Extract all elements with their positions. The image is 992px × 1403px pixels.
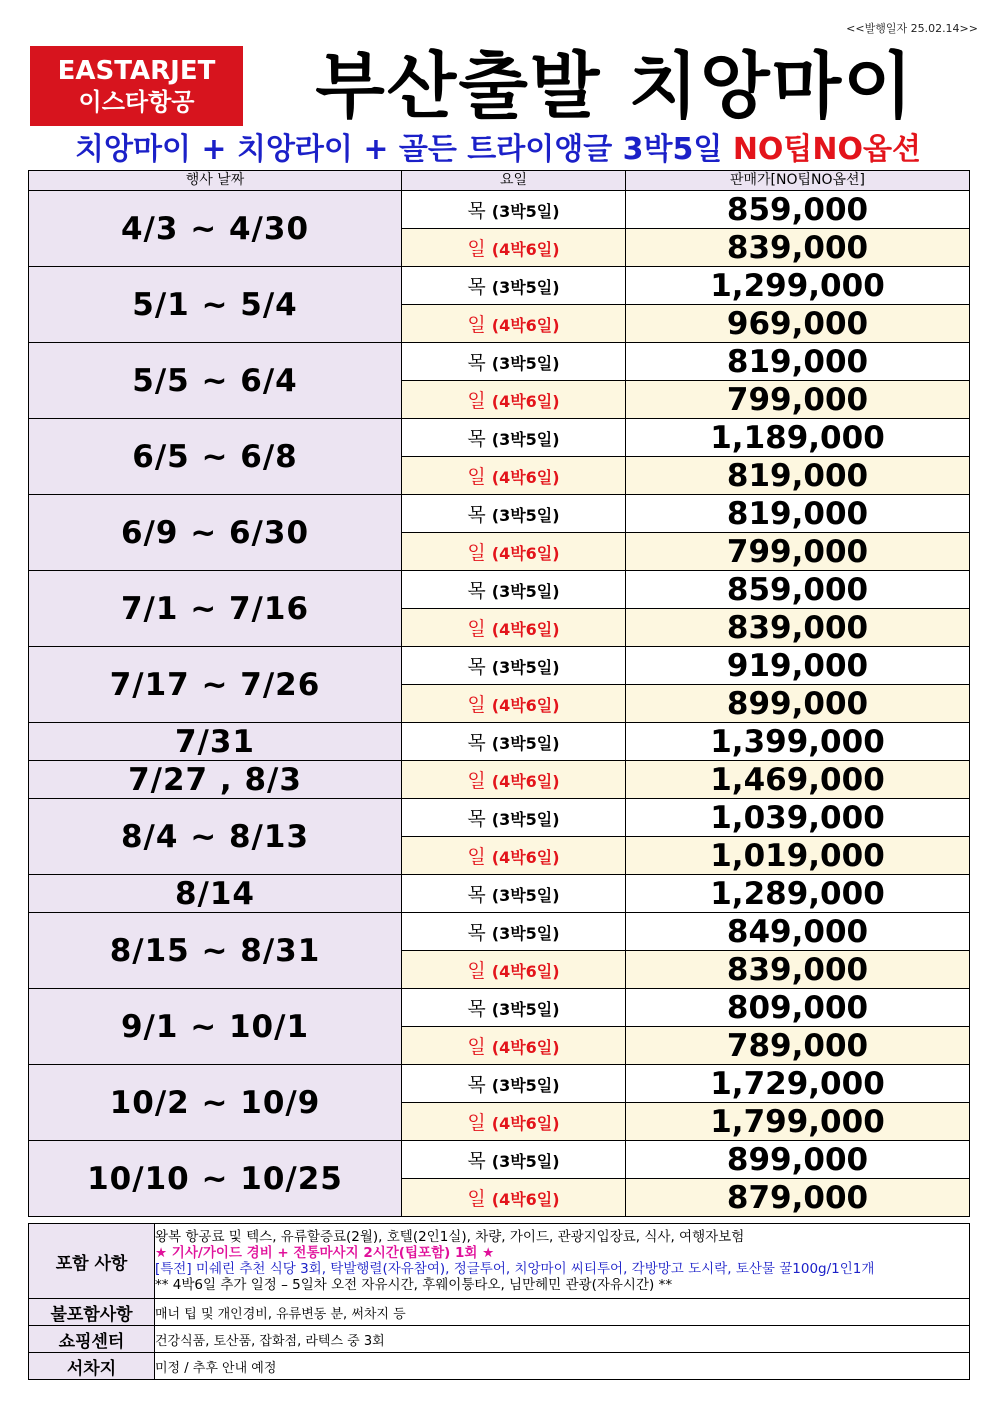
schedule-row xyxy=(29,723,970,761)
trip-duration: (3박5일) xyxy=(491,924,560,943)
trip-duration: (3박5일) xyxy=(491,506,560,525)
weekday-cell xyxy=(402,647,626,685)
included-line-4: ** 4박6일 추가 일정 – 5일차 오전 자유시간, 후웨이퉁타오, 님만헤민 관광(자유시간) ** xyxy=(155,1277,673,1293)
included-value xyxy=(155,1224,970,1299)
price-value: 1,189,000 xyxy=(626,419,970,457)
trip-duration: (4박6일) xyxy=(491,1038,560,1057)
price-value: 1,289,000 xyxy=(626,875,970,913)
included-row xyxy=(29,1224,970,1299)
weekday-label: 일 xyxy=(467,390,486,412)
header-price: 판매가[NO팁NO옵션] xyxy=(626,171,970,191)
info-table xyxy=(28,1223,970,1380)
price-value: 819,000 xyxy=(626,495,970,533)
eastarjet-logo xyxy=(30,46,243,126)
subtitle-main: 치앙마이 + 치앙라이 + 골든 트라이앵글 3박5일 xyxy=(75,132,733,167)
schedule-row xyxy=(29,647,970,685)
weekday-label: 일 xyxy=(467,1112,486,1134)
schedule-row xyxy=(29,1141,970,1179)
header-date: 행사 날짜 xyxy=(29,171,402,191)
price-value: 1,799,000 xyxy=(626,1103,970,1141)
weekday-label: 일 xyxy=(467,314,486,336)
price-value: 1,469,000 xyxy=(626,761,970,799)
weekday-cell xyxy=(402,951,626,989)
trip-duration: (3박5일) xyxy=(491,886,560,905)
surcharge-label: 서차지 xyxy=(29,1353,155,1380)
price-value: 799,000 xyxy=(626,533,970,571)
weekday-cell xyxy=(402,571,626,609)
weekday-cell xyxy=(402,1103,626,1141)
weekday-cell xyxy=(402,267,626,305)
trip-duration: (4박6일) xyxy=(491,544,560,563)
period-date: 8/4 ~ 8/13 xyxy=(29,799,402,875)
weekday-cell xyxy=(402,533,626,571)
schedule-row xyxy=(29,191,970,229)
trip-duration: (3박5일) xyxy=(491,354,560,373)
weekday-cell xyxy=(402,191,626,229)
included-line-2: ★ 기사/가이드 경비 + 전통마사지 2시간(팁포함) 1회 ★ xyxy=(155,1245,495,1261)
period-date: 9/1 ~ 10/1 xyxy=(29,989,402,1065)
shopping-value: 건강식품, 토산품, 잡화점, 라텍스 중 3회 xyxy=(155,1326,970,1353)
weekday-cell xyxy=(402,1065,626,1103)
weekday-label: 일 xyxy=(467,770,486,792)
period-date: 10/2 ~ 10/9 xyxy=(29,1065,402,1141)
weekday-label: 일 xyxy=(467,238,486,260)
weekday-cell xyxy=(402,913,626,951)
excluded-value: 매너 팁 및 개인경비, 유류변동 분, 써차지 등 xyxy=(155,1299,970,1326)
schedule-row xyxy=(29,571,970,609)
schedule-body xyxy=(29,191,970,1217)
schedule-row xyxy=(29,495,970,533)
price-value: 879,000 xyxy=(626,1179,970,1217)
price-value: 789,000 xyxy=(626,1027,970,1065)
weekday-label: 목 xyxy=(467,732,486,754)
weekday-cell xyxy=(402,685,626,723)
weekday-cell xyxy=(402,837,626,875)
price-value: 1,729,000 xyxy=(626,1065,970,1103)
schedule-row xyxy=(29,875,970,913)
period-date: 6/5 ~ 6/8 xyxy=(29,419,402,495)
price-value: 899,000 xyxy=(626,685,970,723)
weekday-label: 목 xyxy=(467,884,486,906)
schedule-row xyxy=(29,989,970,1027)
weekday-cell xyxy=(402,723,626,761)
period-date: 5/1 ~ 5/4 xyxy=(29,267,402,343)
trip-duration: (4박6일) xyxy=(491,316,560,335)
schedule-row xyxy=(29,267,970,305)
trip-duration: (3박5일) xyxy=(491,1076,560,1095)
included-line-1: 왕복 항공료 및 텍스, 유류할증료(2월), 호텔(2인1실), 차량, 가이드, 관광지입장료, 식사, 여행자보험 xyxy=(155,1229,745,1245)
price-value: 969,000 xyxy=(626,305,970,343)
price-value: 859,000 xyxy=(626,571,970,609)
weekday-label: 일 xyxy=(467,542,486,564)
page-title: 부산출발 치앙마이 xyxy=(315,44,915,128)
period-date: 7/27 , 8/3 xyxy=(29,761,402,799)
trip-duration: (4박6일) xyxy=(491,1114,560,1133)
surcharge-value: 미정 / 추후 안내 예정 xyxy=(155,1353,970,1380)
included-label: 포함 사항 xyxy=(29,1224,155,1299)
trip-duration: (3박5일) xyxy=(491,734,560,753)
price-value: 819,000 xyxy=(626,343,970,381)
weekday-cell xyxy=(402,381,626,419)
weekday-cell xyxy=(402,609,626,647)
weekday-label: 목 xyxy=(467,200,486,222)
schedule-row xyxy=(29,343,970,381)
price-value: 899,000 xyxy=(626,1141,970,1179)
weekday-cell xyxy=(402,495,626,533)
included-line-3: [특전] 미쉐린 추천 식당 3회, 탁발행렬(자유참여), 정글투어, 치앙마이 씨티투어, 각방망고 도시락, 토산물 꿀100g/1인1개 xyxy=(155,1261,875,1277)
weekday-cell xyxy=(402,761,626,799)
period-date: 4/3 ~ 4/30 xyxy=(29,191,402,267)
trip-duration: (3박5일) xyxy=(491,658,560,677)
price-value: 1,399,000 xyxy=(626,723,970,761)
price-value: 839,000 xyxy=(626,951,970,989)
price-table-header xyxy=(29,171,970,191)
weekday-label: 목 xyxy=(467,352,486,374)
period-date: 7/1 ~ 7/16 xyxy=(29,571,402,647)
trip-duration: (4박6일) xyxy=(491,392,560,411)
weekday-label: 목 xyxy=(467,276,486,298)
price-value: 839,000 xyxy=(626,229,970,267)
trip-duration: (4박6일) xyxy=(491,468,560,487)
price-value: 849,000 xyxy=(626,913,970,951)
price-value: 1,299,000 xyxy=(626,267,970,305)
trip-duration: (3박5일) xyxy=(491,202,560,221)
price-value: 799,000 xyxy=(626,381,970,419)
trip-duration: (4박6일) xyxy=(491,240,560,259)
excluded-label: 불포함사항 xyxy=(29,1299,155,1326)
trip-duration: (3박5일) xyxy=(491,430,560,449)
trip-duration: (4박6일) xyxy=(491,620,560,639)
page-subtitle xyxy=(28,130,968,170)
trip-duration: (3박5일) xyxy=(491,582,560,601)
weekday-cell xyxy=(402,1141,626,1179)
trip-duration: (4박6일) xyxy=(491,1190,560,1209)
trip-duration: (4박6일) xyxy=(491,696,560,715)
trip-duration: (3박5일) xyxy=(491,278,560,297)
schedule-row xyxy=(29,799,970,837)
period-date: 8/15 ~ 8/31 xyxy=(29,913,402,989)
trip-duration: (3박5일) xyxy=(491,1000,560,1019)
price-value: 839,000 xyxy=(626,609,970,647)
period-date: 6/9 ~ 6/30 xyxy=(29,495,402,571)
schedule-row xyxy=(29,1065,970,1103)
trip-duration: (4박6일) xyxy=(491,772,560,791)
schedule-row xyxy=(29,419,970,457)
weekday-label: 목 xyxy=(467,656,486,678)
weekday-label: 목 xyxy=(467,922,486,944)
price-value: 819,000 xyxy=(626,457,970,495)
weekday-label: 목 xyxy=(467,428,486,450)
price-table xyxy=(28,170,970,1217)
weekday-cell xyxy=(402,229,626,267)
weekday-cell xyxy=(402,419,626,457)
weekday-label: 목 xyxy=(467,998,486,1020)
weekday-cell xyxy=(402,1027,626,1065)
logo-kr: 이스타항공 xyxy=(78,88,195,116)
period-date: 7/31 xyxy=(29,723,402,761)
period-date: 10/10 ~ 10/25 xyxy=(29,1141,402,1217)
price-value: 1,039,000 xyxy=(626,799,970,837)
period-date: 7/17 ~ 7/26 xyxy=(29,647,402,723)
header-day: 요일 xyxy=(402,171,626,191)
surcharge-row xyxy=(29,1353,970,1380)
weekday-label: 목 xyxy=(467,580,486,602)
weekday-cell xyxy=(402,799,626,837)
weekday-label: 일 xyxy=(467,466,486,488)
schedule-row xyxy=(29,913,970,951)
shopping-row xyxy=(29,1326,970,1353)
issue-date: <<발행일자 25.02.14>> xyxy=(846,22,978,35)
weekday-label: 일 xyxy=(467,846,486,868)
weekday-label: 일 xyxy=(467,618,486,640)
weekday-cell xyxy=(402,305,626,343)
excluded-row xyxy=(29,1299,970,1326)
price-value: 859,000 xyxy=(626,191,970,229)
shopping-label: 쇼핑센터 xyxy=(29,1326,155,1353)
weekday-cell xyxy=(402,457,626,495)
weekday-label: 목 xyxy=(467,1150,486,1172)
price-value: 919,000 xyxy=(626,647,970,685)
weekday-label: 목 xyxy=(467,504,486,526)
trip-duration: (3박5일) xyxy=(491,810,560,829)
logo-en: EASTARJET xyxy=(57,56,216,86)
subtitle-no-tip: NO팁NO옵션 xyxy=(732,132,921,167)
period-date: 5/5 ~ 6/4 xyxy=(29,343,402,419)
price-value: 809,000 xyxy=(626,989,970,1027)
weekday-cell xyxy=(402,875,626,913)
weekday-label: 일 xyxy=(467,1188,486,1210)
period-date: 8/14 xyxy=(29,875,402,913)
weekday-cell xyxy=(402,1179,626,1217)
price-value: 1,019,000 xyxy=(626,837,970,875)
weekday-label: 일 xyxy=(467,960,486,982)
weekday-label: 일 xyxy=(467,1036,486,1058)
weekday-cell xyxy=(402,343,626,381)
weekday-label: 목 xyxy=(467,1074,486,1096)
trip-duration: (4박6일) xyxy=(491,962,560,981)
weekday-label: 일 xyxy=(467,694,486,716)
schedule-row xyxy=(29,761,970,799)
trip-duration: (4박6일) xyxy=(491,848,560,867)
trip-duration: (3박5일) xyxy=(491,1152,560,1171)
weekday-cell xyxy=(402,989,626,1027)
weekday-label: 목 xyxy=(467,808,486,830)
